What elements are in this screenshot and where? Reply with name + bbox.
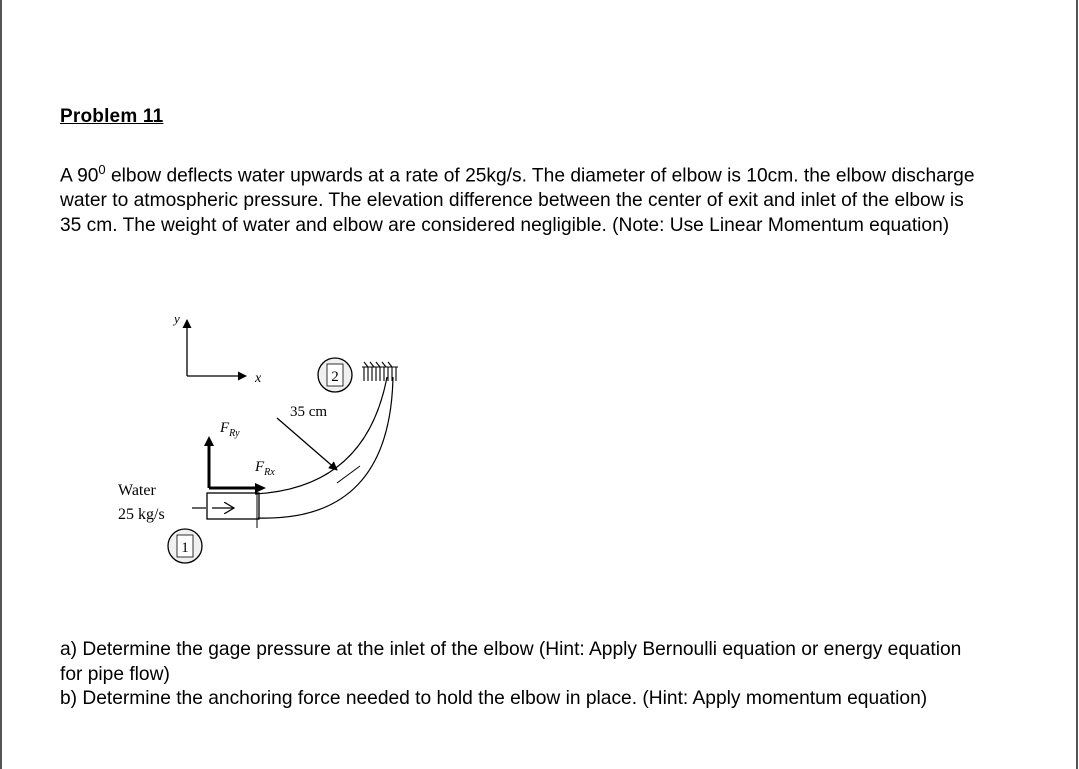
- y-axis-label: y: [174, 311, 180, 326]
- problem-statement: [60, 157, 990, 238]
- elbow-pipe: [207, 377, 393, 528]
- fluid-label: Water: [118, 482, 156, 499]
- elevation-label: 35 cm: [290, 404, 328, 420]
- station-1-marker: [168, 529, 202, 563]
- force-y-arrowhead: [204, 436, 214, 446]
- question-part-b: b) Determine the anchoring force needed to hold the elbow in place. (Hint: Apply momentum equation): [60, 688, 928, 709]
- elbow-midline-tick: [337, 466, 360, 483]
- page-left-border: [0, 0, 2, 769]
- force-x-arrowhead: [255, 483, 266, 493]
- problem-title: Problem 11: [60, 106, 164, 127]
- elevation-arrow: [277, 418, 337, 470]
- elbow-inner-wall: [255, 377, 387, 494]
- elbow-outer-wall: [258, 377, 393, 518]
- station-2-label: 2: [331, 369, 339, 385]
- page-right-border: [1076, 0, 1078, 769]
- statement-post: elbow deflects water upwards at a rate of 25kg/s. The diameter of elbow is 10cm. the elbow discharge water to atmospheric pressure. The elevation difference between the center of exit and inlet of the elbow is 35 cm. The weight of water and elbow are considered negligible. (Note: Use Linear Momentum equation): [60, 165, 975, 237]
- inlet-flange: [207, 493, 259, 519]
- flow-rate-label: 25 kg/s: [118, 506, 165, 523]
- x-axis-label: x: [255, 371, 262, 386]
- statement-pre: A 90: [60, 165, 99, 187]
- reaction-forces: [204, 420, 275, 493]
- force-x-label: $F_{Rx}$: [255, 459, 275, 478]
- elbow-diagram: [100, 300, 420, 580]
- questions: [60, 638, 985, 712]
- elevation-dimension: [277, 404, 337, 470]
- station-2-marker: [318, 358, 352, 392]
- station-1-label: 1: [181, 540, 189, 556]
- force-y-label: $F_{Ry}$: [220, 420, 240, 439]
- degree-superscript: 0: [98, 162, 106, 177]
- coordinate-axes: [172, 311, 262, 386]
- question-part-a: a) Determine the gage pressure at the inlet of the elbow (Hint: Apply Bernoulli equation or energy equation for pipe flow): [60, 639, 962, 685]
